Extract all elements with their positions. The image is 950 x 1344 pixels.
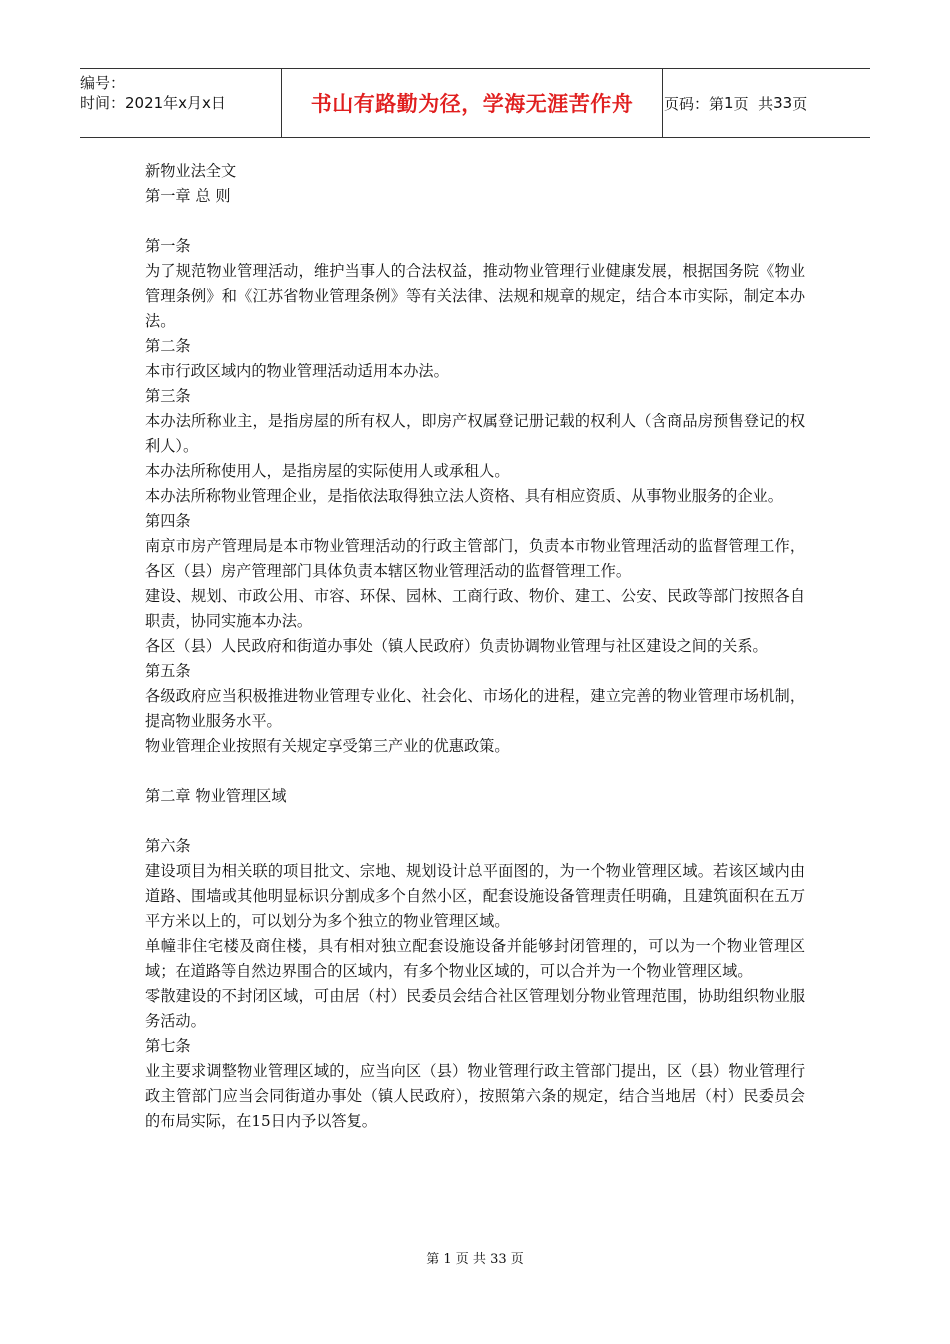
footer-prefix: 第 <box>426 1252 444 1267</box>
document-title: 新物业法全文 <box>145 162 237 180</box>
page-current: 1 <box>724 94 734 112</box>
page-suffix: 页 <box>792 94 808 113</box>
article-paragraph: 本办法所称业主，是指房屋的所有权人，即房产权属登记册记载的权利人（含商品房预售登记的权利人）。 <box>145 412 805 455</box>
article-paragraph: 单幢非住宅楼及商住楼，具有相对独立配套设施设备并能够封闭管理的，可以为一个物业管理区域；在道路等自然边界围合的区域内，有多个物业区域的，可以合并为一个物业管理区域。 <box>145 937 805 980</box>
header-motto: 书山有路勤为径，学海无涯苦作舟 <box>281 69 663 137</box>
article-paragraph: 为了规范物业管理活动，维护当事人的合法权益，推动物业管理行业健康发展，根据国务院《物业管理条例》和《江苏省物业管理条例》等有关法律、法规和规章的规定，结合本市实际，制定本办法。 <box>145 262 805 330</box>
document-body <box>145 159 805 1134</box>
article-title: 第四条 <box>145 512 191 530</box>
chapter-heading: 第一章 总 则 <box>145 187 231 205</box>
article-paragraph: 物业管理企业按照有关规定享受第三产业的优惠政策。 <box>145 737 510 755</box>
header-page-info <box>662 69 870 137</box>
article-paragraph: 各级政府应当积极推进物业管理专业化、社会化、市场化的进程，建立完善的物业管理市场机制，提高物业服务水平。 <box>145 687 805 730</box>
article-title: 第三条 <box>145 387 191 405</box>
article-paragraph: 本办法所称物业管理企业，是指依法取得独立法人资格、具有相应资质、从事物业服务的企业。 <box>145 487 783 505</box>
article-paragraph: 零散建设的不封闭区域，可由居（村）民委员会结合社区管理划分物业管理范围，协助组织物业服务活动。 <box>145 987 805 1030</box>
article-title: 第五条 <box>145 662 191 680</box>
chapter-heading: 第二章 物业管理区域 <box>145 787 287 805</box>
document-number-label: 编号： <box>80 74 126 92</box>
document-time-label: 时间：2021年x月x日 <box>80 94 226 112</box>
article-title: 第七条 <box>145 1037 191 1055</box>
page-prefix: 页码：第 <box>664 94 725 113</box>
article-title: 第二条 <box>145 337 191 355</box>
article-paragraph: 本办法所称使用人，是指房屋的实际使用人或承租人。 <box>145 462 510 480</box>
article-paragraph: 南京市房产管理局是本市物业管理活动的行政主管部门，负责本市物业管理活动的监督管理工作，各区（县）房产管理部门具体负责本辖区物业管理活动的监督管理工作。 <box>145 537 805 580</box>
article-title: 第六条 <box>145 837 191 855</box>
page-header <box>80 68 870 138</box>
page-footer <box>0 1248 950 1267</box>
article-paragraph: 各区（县）人民政府和街道办事处（镇人民政府）负责协调物业管理与社区建设之间的关系。 <box>145 637 768 655</box>
footer-total: 33 <box>490 1252 507 1267</box>
article-paragraph: 业主要求调整物业管理区域的，应当向区（县）物业管理行政主管部门提出，区（县）物业管理行政主管部门应当会同街道办事处（镇人民政府），按照第六条的规定，结合当地居（村）民委员会的布局实际，在15日内予以答复。 <box>145 1062 805 1130</box>
article-title: 第一条 <box>145 237 191 255</box>
page-total: 33 <box>773 94 793 112</box>
footer-current: 1 <box>443 1252 452 1267</box>
article-paragraph: 建设项目为相关联的项目批文、宗地、规划设计总平面图的，为一个物业管理区域。若该区域内由道路、围墙或其他明显标识分割成多个自然小区，配套设施设备管理责任明确，且建筑面积在五万平方米以上的，可以划分为多个独立的物业管理区域。 <box>145 862 805 930</box>
header-meta <box>80 69 280 141</box>
page-mid: 页 共 <box>733 94 774 113</box>
article-paragraph: 本市行政区域内的物业管理活动适用本办法。 <box>145 362 449 380</box>
footer-mid: 页 共 <box>451 1252 491 1267</box>
footer-suffix: 页 <box>506 1252 524 1267</box>
article-paragraph: 建设、规划、市政公用、市容、环保、园林、工商行政、物价、建工、公安、民政等部门按照各自职责，协同实施本办法。 <box>145 587 805 630</box>
